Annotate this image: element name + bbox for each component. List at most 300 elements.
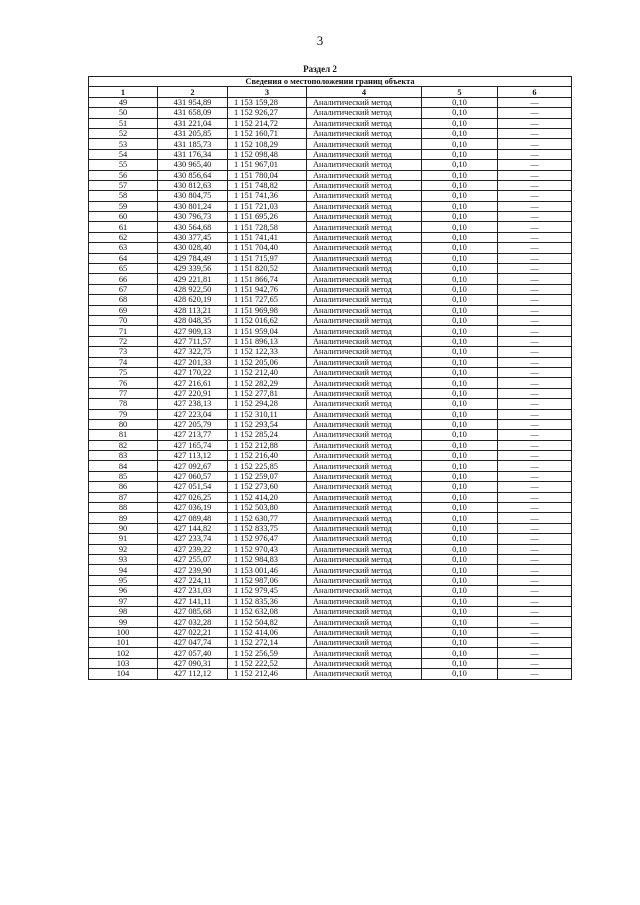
description-cell: — bbox=[498, 461, 572, 471]
table-row bbox=[89, 658, 572, 668]
description-cell: — bbox=[498, 575, 572, 585]
accuracy-cell: 0,10 bbox=[422, 357, 498, 367]
method-cell: Аналитический метод bbox=[307, 430, 422, 440]
description-cell: — bbox=[498, 627, 572, 637]
method-cell: Аналитический метод bbox=[307, 440, 422, 450]
y-coordinate-cell: 1 152 277,81 bbox=[228, 388, 307, 398]
description-cell: — bbox=[498, 648, 572, 658]
x-coordinate-cell: 427 057,40 bbox=[158, 648, 228, 658]
y-coordinate-cell: 1 152 310,11 bbox=[228, 409, 307, 419]
accuracy-cell: 0,10 bbox=[422, 461, 498, 471]
point-number-cell: 65 bbox=[89, 264, 158, 274]
description-cell: — bbox=[498, 596, 572, 606]
description-cell: — bbox=[498, 554, 572, 564]
description-cell: — bbox=[498, 544, 572, 554]
accuracy-cell: 0,10 bbox=[422, 399, 498, 409]
method-cell: Аналитический метод bbox=[307, 544, 422, 554]
y-coordinate-cell: 1 152 414,20 bbox=[228, 492, 307, 502]
point-number-cell: 50 bbox=[89, 108, 158, 118]
x-coordinate-cell: 427 051,54 bbox=[158, 482, 228, 492]
y-coordinate-cell: 1 152 160,71 bbox=[228, 128, 307, 138]
method-cell: Аналитический метод bbox=[307, 565, 422, 575]
point-number-cell: 66 bbox=[89, 274, 158, 284]
description-cell: — bbox=[498, 451, 572, 461]
table-row bbox=[89, 471, 572, 481]
table-row bbox=[89, 315, 572, 325]
table-row bbox=[89, 503, 572, 513]
description-cell: — bbox=[498, 347, 572, 357]
y-coordinate-cell: 1 152 282,29 bbox=[228, 378, 307, 388]
y-coordinate-cell: 1 152 285,24 bbox=[228, 430, 307, 440]
accuracy-cell: 0,10 bbox=[422, 274, 498, 284]
accuracy-cell: 0,10 bbox=[422, 118, 498, 128]
description-cell: — bbox=[498, 191, 572, 201]
point-number-cell: 52 bbox=[89, 128, 158, 138]
table-row bbox=[89, 544, 572, 554]
description-cell: — bbox=[498, 118, 572, 128]
column-header: 5 bbox=[422, 87, 498, 97]
description-cell: — bbox=[498, 201, 572, 211]
description-cell: — bbox=[498, 482, 572, 492]
accuracy-cell: 0,10 bbox=[422, 139, 498, 149]
accuracy-cell: 0,10 bbox=[422, 544, 498, 554]
description-cell: — bbox=[498, 243, 572, 253]
method-cell: Аналитический метод bbox=[307, 191, 422, 201]
method-cell: Аналитический метод bbox=[307, 388, 422, 398]
description-cell: — bbox=[498, 399, 572, 409]
accuracy-cell: 0,10 bbox=[422, 638, 498, 648]
table-row bbox=[89, 534, 572, 544]
accuracy-cell: 0,10 bbox=[422, 627, 498, 637]
x-coordinate-cell: 429 339,56 bbox=[158, 264, 228, 274]
y-coordinate-cell: 1 151 727,65 bbox=[228, 295, 307, 305]
accuracy-cell: 0,10 bbox=[422, 523, 498, 533]
table-row bbox=[89, 482, 572, 492]
description-cell: — bbox=[498, 378, 572, 388]
method-cell: Аналитический метод bbox=[307, 471, 422, 481]
table-row bbox=[89, 139, 572, 149]
method-cell: Аналитический метод bbox=[307, 523, 422, 533]
method-cell: Аналитический метод bbox=[307, 108, 422, 118]
accuracy-cell: 0,10 bbox=[422, 128, 498, 138]
description-cell: — bbox=[498, 606, 572, 616]
point-number-cell: 98 bbox=[89, 606, 158, 616]
table-row bbox=[89, 575, 572, 585]
point-number-cell: 60 bbox=[89, 212, 158, 222]
x-coordinate-cell: 430 804,75 bbox=[158, 191, 228, 201]
section-label: Раздел 2 bbox=[303, 64, 337, 74]
accuracy-cell: 0,10 bbox=[422, 305, 498, 315]
point-number-cell: 76 bbox=[89, 378, 158, 388]
description-cell: — bbox=[498, 513, 572, 523]
table-row bbox=[89, 367, 572, 377]
method-cell: Аналитический метод bbox=[307, 149, 422, 159]
y-coordinate-cell: 1 152 926,27 bbox=[228, 108, 307, 118]
point-number-cell: 87 bbox=[89, 492, 158, 502]
x-coordinate-cell: 427 216,61 bbox=[158, 378, 228, 388]
accuracy-cell: 0,10 bbox=[422, 471, 498, 481]
description-cell: — bbox=[498, 471, 572, 481]
method-cell: Аналитический метод bbox=[307, 638, 422, 648]
accuracy-cell: 0,10 bbox=[422, 617, 498, 627]
table-row bbox=[89, 253, 572, 263]
description-cell: — bbox=[498, 222, 572, 232]
point-number-cell: 96 bbox=[89, 586, 158, 596]
description-cell: — bbox=[498, 170, 572, 180]
table-title-row bbox=[89, 77, 572, 87]
table-row bbox=[89, 451, 572, 461]
table-title: Сведения о местоположении границ объекта bbox=[89, 77, 572, 87]
point-number-cell: 86 bbox=[89, 482, 158, 492]
y-coordinate-cell: 1 152 259,07 bbox=[228, 471, 307, 481]
table-row bbox=[89, 118, 572, 128]
x-coordinate-cell: 427 144,82 bbox=[158, 523, 228, 533]
table-row bbox=[89, 586, 572, 596]
point-number-cell: 83 bbox=[89, 451, 158, 461]
description-cell: — bbox=[498, 586, 572, 596]
accuracy-cell: 0,10 bbox=[422, 419, 498, 429]
y-coordinate-cell: 1 152 205,06 bbox=[228, 357, 307, 367]
y-coordinate-cell: 1 152 293,54 bbox=[228, 419, 307, 429]
x-coordinate-cell: 427 213,77 bbox=[158, 430, 228, 440]
accuracy-cell: 0,10 bbox=[422, 232, 498, 242]
table-row bbox=[89, 523, 572, 533]
y-coordinate-cell: 1 152 216,40 bbox=[228, 451, 307, 461]
x-coordinate-cell: 430 965,40 bbox=[158, 160, 228, 170]
accuracy-cell: 0,10 bbox=[422, 201, 498, 211]
x-coordinate-cell: 427 239,22 bbox=[158, 544, 228, 554]
table-row bbox=[89, 378, 572, 388]
accuracy-cell: 0,10 bbox=[422, 606, 498, 616]
description-cell: — bbox=[498, 128, 572, 138]
x-coordinate-cell: 427 165,74 bbox=[158, 440, 228, 450]
description-cell: — bbox=[498, 565, 572, 575]
table-row bbox=[89, 554, 572, 564]
table-row bbox=[89, 108, 572, 118]
accuracy-cell: 0,10 bbox=[422, 648, 498, 658]
x-coordinate-cell: 427 239,90 bbox=[158, 565, 228, 575]
accuracy-cell: 0,10 bbox=[422, 170, 498, 180]
x-coordinate-cell: 427 141,11 bbox=[158, 596, 228, 606]
point-number-cell: 70 bbox=[89, 315, 158, 325]
method-cell: Аналитический метод bbox=[307, 160, 422, 170]
y-coordinate-cell: 1 152 273,60 bbox=[228, 482, 307, 492]
x-coordinate-cell: 427 092,67 bbox=[158, 461, 228, 471]
point-number-cell: 78 bbox=[89, 399, 158, 409]
method-cell: Аналитический метод bbox=[307, 658, 422, 668]
x-coordinate-cell: 428 113,21 bbox=[158, 305, 228, 315]
description-cell: — bbox=[498, 232, 572, 242]
method-cell: Аналитический метод bbox=[307, 243, 422, 253]
x-coordinate-cell: 427 322,75 bbox=[158, 347, 228, 357]
table-row bbox=[89, 326, 572, 336]
y-coordinate-cell: 1 151 704,40 bbox=[228, 243, 307, 253]
table-row bbox=[89, 264, 572, 274]
accuracy-cell: 0,10 bbox=[422, 388, 498, 398]
x-coordinate-cell: 427 026,25 bbox=[158, 492, 228, 502]
accuracy-cell: 0,10 bbox=[422, 492, 498, 502]
description-cell: — bbox=[498, 180, 572, 190]
accuracy-cell: 0,10 bbox=[422, 243, 498, 253]
method-cell: Аналитический метод bbox=[307, 534, 422, 544]
method-cell: Аналитический метод bbox=[307, 409, 422, 419]
y-coordinate-cell: 1 151 741,41 bbox=[228, 232, 307, 242]
x-coordinate-cell: 428 048,35 bbox=[158, 315, 228, 325]
description-cell: — bbox=[498, 367, 572, 377]
point-number-cell: 88 bbox=[89, 503, 158, 513]
description-cell: — bbox=[498, 638, 572, 648]
x-coordinate-cell: 430 796,73 bbox=[158, 212, 228, 222]
y-coordinate-cell: 1 152 108,29 bbox=[228, 139, 307, 149]
column-header: 3 bbox=[228, 87, 307, 97]
accuracy-cell: 0,10 bbox=[422, 513, 498, 523]
y-coordinate-cell: 1 152 976,47 bbox=[228, 534, 307, 544]
y-coordinate-cell: 1 151 959,04 bbox=[228, 326, 307, 336]
description-cell: — bbox=[498, 284, 572, 294]
accuracy-cell: 0,10 bbox=[422, 482, 498, 492]
x-coordinate-cell: 427 085,68 bbox=[158, 606, 228, 616]
description-cell: — bbox=[498, 430, 572, 440]
table-row bbox=[89, 128, 572, 138]
y-coordinate-cell: 1 152 294,28 bbox=[228, 399, 307, 409]
point-number-cell: 79 bbox=[89, 409, 158, 419]
y-coordinate-cell: 1 152 212,88 bbox=[228, 440, 307, 450]
method-cell: Аналитический метод bbox=[307, 347, 422, 357]
x-coordinate-cell: 427 909,13 bbox=[158, 326, 228, 336]
description-cell: — bbox=[498, 419, 572, 429]
accuracy-cell: 0,10 bbox=[422, 336, 498, 346]
method-cell: Аналитический метод bbox=[307, 180, 422, 190]
point-number-cell: 71 bbox=[89, 326, 158, 336]
description-cell: — bbox=[498, 336, 572, 346]
method-cell: Аналитический метод bbox=[307, 315, 422, 325]
x-coordinate-cell: 427 170,22 bbox=[158, 367, 228, 377]
y-coordinate-cell: 1 152 984,83 bbox=[228, 554, 307, 564]
method-cell: Аналитический метод bbox=[307, 118, 422, 128]
x-coordinate-cell: 427 036,19 bbox=[158, 503, 228, 513]
y-coordinate-cell: 1 151 695,26 bbox=[228, 212, 307, 222]
description-cell: — bbox=[498, 212, 572, 222]
accuracy-cell: 0,10 bbox=[422, 534, 498, 544]
method-cell: Аналитический метод bbox=[307, 274, 422, 284]
point-number-cell: 75 bbox=[89, 367, 158, 377]
point-number-cell: 97 bbox=[89, 596, 158, 606]
description-cell: — bbox=[498, 669, 572, 679]
y-coordinate-cell: 1 151 741,36 bbox=[228, 191, 307, 201]
y-coordinate-cell: 1 152 503,80 bbox=[228, 503, 307, 513]
y-coordinate-cell: 1 151 969,98 bbox=[228, 305, 307, 315]
point-number-cell: 54 bbox=[89, 149, 158, 159]
point-number-cell: 72 bbox=[89, 336, 158, 346]
x-coordinate-cell: 427 231,03 bbox=[158, 586, 228, 596]
x-coordinate-cell: 431 221,04 bbox=[158, 118, 228, 128]
x-coordinate-cell: 428 922,50 bbox=[158, 284, 228, 294]
table-row bbox=[89, 430, 572, 440]
point-number-cell: 59 bbox=[89, 201, 158, 211]
table-row bbox=[89, 222, 572, 232]
x-coordinate-cell: 427 233,74 bbox=[158, 534, 228, 544]
table-row bbox=[89, 669, 572, 679]
method-cell: Аналитический метод bbox=[307, 617, 422, 627]
y-coordinate-cell: 1 152 979,45 bbox=[228, 586, 307, 596]
x-coordinate-cell: 431 954,89 bbox=[158, 97, 228, 107]
x-coordinate-cell: 427 711,57 bbox=[158, 336, 228, 346]
point-number-cell: 103 bbox=[89, 658, 158, 668]
accuracy-cell: 0,10 bbox=[422, 596, 498, 606]
table-row bbox=[89, 232, 572, 242]
description-cell: — bbox=[498, 326, 572, 336]
point-number-cell: 81 bbox=[89, 430, 158, 440]
point-number-cell: 68 bbox=[89, 295, 158, 305]
table-row bbox=[89, 170, 572, 180]
method-cell: Аналитический метод bbox=[307, 575, 422, 585]
accuracy-cell: 0,10 bbox=[422, 586, 498, 596]
description-cell: — bbox=[498, 160, 572, 170]
y-coordinate-cell: 1 152 970,43 bbox=[228, 544, 307, 554]
table-row bbox=[89, 336, 572, 346]
point-number-cell: 57 bbox=[89, 180, 158, 190]
accuracy-cell: 0,10 bbox=[422, 669, 498, 679]
point-number-cell: 49 bbox=[89, 97, 158, 107]
x-coordinate-cell: 427 047,74 bbox=[158, 638, 228, 648]
accuracy-cell: 0,10 bbox=[422, 160, 498, 170]
y-coordinate-cell: 1 151 866,74 bbox=[228, 274, 307, 284]
y-coordinate-cell: 1 152 414,06 bbox=[228, 627, 307, 637]
x-coordinate-cell: 427 201,33 bbox=[158, 357, 228, 367]
point-number-cell: 102 bbox=[89, 648, 158, 658]
y-coordinate-cell: 1 151 721,03 bbox=[228, 201, 307, 211]
method-cell: Аналитический метод bbox=[307, 170, 422, 180]
description-cell: — bbox=[498, 409, 572, 419]
method-cell: Аналитический метод bbox=[307, 596, 422, 606]
method-cell: Аналитический метод bbox=[307, 295, 422, 305]
method-cell: Аналитический метод bbox=[307, 399, 422, 409]
method-cell: Аналитический метод bbox=[307, 232, 422, 242]
accuracy-cell: 0,10 bbox=[422, 575, 498, 585]
point-number-cell: 84 bbox=[89, 461, 158, 471]
method-cell: Аналитический метод bbox=[307, 253, 422, 263]
accuracy-cell: 0,10 bbox=[422, 264, 498, 274]
accuracy-cell: 0,10 bbox=[422, 347, 498, 357]
table-row bbox=[89, 191, 572, 201]
y-coordinate-cell: 1 152 256,59 bbox=[228, 648, 307, 658]
y-coordinate-cell: 1 152 272,14 bbox=[228, 638, 307, 648]
point-number-cell: 94 bbox=[89, 565, 158, 575]
accuracy-cell: 0,10 bbox=[422, 315, 498, 325]
point-number-cell: 51 bbox=[89, 118, 158, 128]
point-number-cell: 64 bbox=[89, 253, 158, 263]
point-number-cell: 93 bbox=[89, 554, 158, 564]
point-number-cell: 89 bbox=[89, 513, 158, 523]
x-coordinate-cell: 427 090,31 bbox=[158, 658, 228, 668]
y-coordinate-cell: 1 152 016,62 bbox=[228, 315, 307, 325]
accuracy-cell: 0,10 bbox=[422, 430, 498, 440]
point-number-cell: 55 bbox=[89, 160, 158, 170]
x-coordinate-cell: 431 205,85 bbox=[158, 128, 228, 138]
point-number-cell: 99 bbox=[89, 617, 158, 627]
x-coordinate-cell: 430 801,24 bbox=[158, 201, 228, 211]
y-coordinate-cell: 1 151 896,13 bbox=[228, 336, 307, 346]
table-row bbox=[89, 388, 572, 398]
x-coordinate-cell: 431 185,73 bbox=[158, 139, 228, 149]
accuracy-cell: 0,10 bbox=[422, 222, 498, 232]
accuracy-cell: 0,10 bbox=[422, 253, 498, 263]
point-number-cell: 73 bbox=[89, 347, 158, 357]
point-number-cell: 77 bbox=[89, 388, 158, 398]
table-row bbox=[89, 274, 572, 284]
x-coordinate-cell: 427 032,28 bbox=[158, 617, 228, 627]
method-cell: Аналитический метод bbox=[307, 482, 422, 492]
x-coordinate-cell: 427 089,48 bbox=[158, 513, 228, 523]
table-row bbox=[89, 565, 572, 575]
x-coordinate-cell: 431 658,09 bbox=[158, 108, 228, 118]
y-coordinate-cell: 1 152 214,72 bbox=[228, 118, 307, 128]
point-number-cell: 95 bbox=[89, 575, 158, 585]
description-cell: — bbox=[498, 315, 572, 325]
method-cell: Аналитический метод bbox=[307, 326, 422, 336]
point-number-cell: 58 bbox=[89, 191, 158, 201]
table-row bbox=[89, 606, 572, 616]
point-number-cell: 101 bbox=[89, 638, 158, 648]
x-coordinate-cell: 428 620,19 bbox=[158, 295, 228, 305]
x-coordinate-cell: 430 812,63 bbox=[158, 180, 228, 190]
method-cell: Аналитический метод bbox=[307, 222, 422, 232]
x-coordinate-cell: 427 112,12 bbox=[158, 669, 228, 679]
description-cell: — bbox=[498, 534, 572, 544]
y-coordinate-cell: 1 152 835,36 bbox=[228, 596, 307, 606]
method-cell: Аналитический метод bbox=[307, 586, 422, 596]
table-row bbox=[89, 617, 572, 627]
x-coordinate-cell: 427 113,12 bbox=[158, 451, 228, 461]
x-coordinate-cell: 429 221,81 bbox=[158, 274, 228, 284]
description-cell: — bbox=[498, 357, 572, 367]
method-cell: Аналитический метод bbox=[307, 139, 422, 149]
table-row bbox=[89, 409, 572, 419]
x-coordinate-cell: 427 205,79 bbox=[158, 419, 228, 429]
y-coordinate-cell: 1 152 632,08 bbox=[228, 606, 307, 616]
method-cell: Аналитический метод bbox=[307, 284, 422, 294]
accuracy-cell: 0,10 bbox=[422, 503, 498, 513]
x-coordinate-cell: 430 028,40 bbox=[158, 243, 228, 253]
column-header: 2 bbox=[158, 87, 228, 97]
point-number-cell: 91 bbox=[89, 534, 158, 544]
point-number-cell: 61 bbox=[89, 222, 158, 232]
y-coordinate-cell: 1 151 748,82 bbox=[228, 180, 307, 190]
accuracy-cell: 0,10 bbox=[422, 565, 498, 575]
accuracy-cell: 0,10 bbox=[422, 440, 498, 450]
accuracy-cell: 0,10 bbox=[422, 149, 498, 159]
method-cell: Аналитический метод bbox=[307, 97, 422, 107]
accuracy-cell: 0,10 bbox=[422, 180, 498, 190]
table-row bbox=[89, 284, 572, 294]
point-number-cell: 80 bbox=[89, 419, 158, 429]
y-coordinate-cell: 1 152 122,33 bbox=[228, 347, 307, 357]
y-coordinate-cell: 1 152 987,06 bbox=[228, 575, 307, 585]
table-row bbox=[89, 160, 572, 170]
x-coordinate-cell: 427 223,04 bbox=[158, 409, 228, 419]
accuracy-cell: 0,10 bbox=[422, 378, 498, 388]
method-cell: Аналитический метод bbox=[307, 648, 422, 658]
table-row bbox=[89, 149, 572, 159]
table-row bbox=[89, 461, 572, 471]
table-row bbox=[89, 638, 572, 648]
y-coordinate-cell: 1 152 222,52 bbox=[228, 658, 307, 668]
method-cell: Аналитический метод bbox=[307, 367, 422, 377]
accuracy-cell: 0,10 bbox=[422, 451, 498, 461]
point-number-cell: 82 bbox=[89, 440, 158, 450]
x-coordinate-cell: 430 856,64 bbox=[158, 170, 228, 180]
description-cell: — bbox=[498, 388, 572, 398]
